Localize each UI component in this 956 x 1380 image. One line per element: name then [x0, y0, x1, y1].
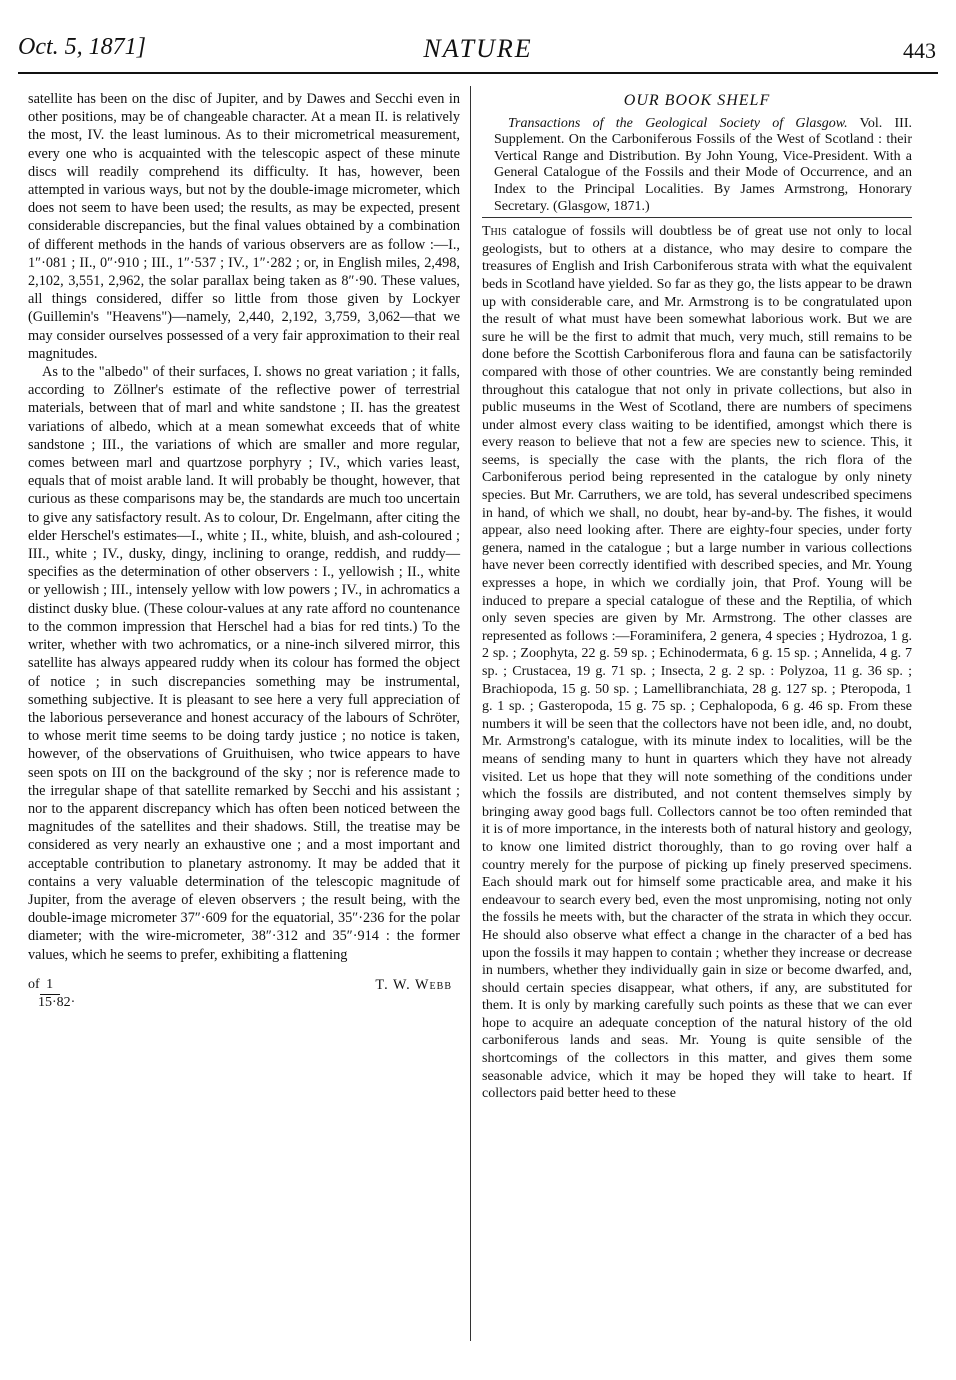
review-text: catalogue of fossils will doubtless be of great use not only to local geologists, but to others at a distance, who may desire to compare the treasures of English and Irish Carboniferous strata with what the equivalent beds in Scotland have yielded. So far as they go, the lists appear to be drawn up with considerable care, and Mr. Armstrong is to be congratulated upon the result of what must have been somewhat laborious work. But we are sure he will be the first to admit that much, very much, still remains to be done before the Scottish Carboniferous flora and fauna can be satisfactorily compared with those of other countries. We are constantly being reminded throughout this catalogue that not only in private collections, but also in public museums in the West of Scotland, there are numbers of specimens under almost every class waiting to be identified, amongst which there is every reason to believe that not a few are species new to science. This, it seems, is specially the case with the plants, the rich flora of the Carboniferous period being represented in the catalogue by only ninety species. But Mr. Carruthers, we are told, has several undescribed specimens in hand, of which we shall, no doubt, hear by-and-by. The fishes, it would appear, also need looking after. There are eighty-four species, under forty genera, named in the catalogue ; but a large number in various collections have never been correctly identified with described species, and Mr. Young expresses a hope, in which we cordially join, that Prof. Young will be induced to prepare a special catalogue of these and the Reptilia, of which only seven species are given by Mr. Armstrong. The other classes are represented as follows :—Foraminifera, 2 genera, 4 species ; Hydrozoa, 1 g. 2 sp. ; Zoophyta, 22 g. 59 sp. ; Echinodermata, 6 g. 15 sp. ; Annelida, 4 g. 7 sp. ; Crustacea, 19 g. 71 sp. ; Insecta, 2 g. 2 sp. : Polyzoa, 11 g. 36 sp. ; Brachiopoda, 15 g. 50 sp. ; Lamellibranchiata, 28 g. 127 sp. ; Pteropoda, 1 g. 1 sp. ; Gasteropoda, 15 g. 75 sp. ; Cephalopoda, 6 g. 46 sp. From these numbers it will be seen that the collectors have not been idle, and, no doubt, Mr. Armstrong's catalogue, with its minute index to localities, will be the means of sending many to hunt in quarters which they have not already visited. Let us hope that they will note something of the conditions under which the fossils are distributed, and not content themselves simply by bringing away good bags full. Collectors cannot be too often reminded that it is of more importance, in the interests both of natural history and geology, to know one limited district thoroughly, than to go roving over half a country merely for the purpose of picking up finely preserved specimens. Each should mark out for himself some practicable area, and make it his endeavour to search every bed, even the most unpromising, noting not only the fossils he meets with, but the character of the strata in which they occur. He should also observe what effect a change in the character of a bed has upon the fossils it may happen to contain ; whether they increase or decrease in numbers, whether they individually gain in size or become dwarfed, and, should certain species disappear, what others, if any, are substituted for them. It is only by marking carefully such points as these that we can ever hope to acquire an adequate conception of the natural history of the old carboniferous lands and seas. Mr. Young is quite sensible of the shortcomings of the collectors in this matter, and gives them some seasonable advice, which it may be hoped they will take to heart. If collectors paid better heed to these	[482, 224, 912, 1102]
book-rule	[482, 217, 912, 218]
journal-title: NATURE	[423, 34, 533, 63]
flattening-fraction	[28, 976, 76, 1010]
section-title: OUR BOOK SHELF	[623, 92, 771, 109]
page-header	[0, 0, 956, 70]
left-paragraph-1: satellite has been on the disc of Jupiter, and by Dawes and Secchi even in other positions, may be of changeable character. At a mean II. is relatively the most, IV. the least luminous. As to their micrometrical measurement, every one who is acquainted with the telescopic aspect of these minute discs will readily comprehend its difficulty. It has, however, been attempted in various ways, but not by the double-image micrometer, which does not seem to have been used; the results, as may be expected, present considerable discrepancies, but the final values obtained by a combination of different methods in the hands of various observers are as follow :—I., 1″·081 ; II., 0″·910 ; III., 1″·537 ; IV., 1″·282 ; or, in English miles, 2,498, 2,102, 3,551, 2,962, the solar parallax being taken as 8″·90. These values, all things considered, differ so little from those given by Lockyer (Guillemin's "Heavens")—namely, 2,440, 2,192, 3,759, 3,062—that we may consider ourselves possessed of a very fair approximation to their real magnitudes.	[28, 91, 460, 362]
author-signature: T. W. Webb	[375, 976, 452, 993]
left-paragraph-2: As to the "albedo" of their surfaces, I. shows no great variation ; it falls, according to Zöllner's estimate of the reflective power of terrestrial materials, between that of marl and white sandstone ; II. has the greatest variations of albedo, which at a mean somewhat exceeds that of white sandstone ; III., the variations of which are smaller and more regular, comes between marl and quartzose porphyry ; IV., which varies least, equals that of moist arable land. It will probably be thought, however, that curious as these comparisons may be, the standards are much too uncertain to give any satisfactory result. As to colour, Dr. Engelmann, after citing the elder Herschel's estimates—I., white ; II., white, bluish, and ash-coloured ; III., white ; IV., dusky, dingy, inclining to orange, reddish, and ruddy—specifies as the determination of other observers : I., yellowish ; II., white or yellowish ; III., intensely yellow with low powers ; IV., in achromatics a distinct dusky blue. (These colour-values at any rate afford no countenance to the common impression that Herschel had a bias for red tints.) To the writer, whether with two achromatics, or a nine-inch silvered mirror, this satellite has always appeared ruddy when its colour has formed the object of notice ; in such discrepancies something may be instrumental, something subjective. It is pleasant to see here a very full appreciation of the laborious perseverance and honest accuracy of the labours of Schröter, to whose merit time seems to be doing tardy justice ; no notice is taken, however, of the observations of Gruithuisen, who twice appears to have seen spots on III on the background of the sky ; nor is reference made to the irregular shape of that satellite remarked by Secchi and his assistant ; nor to the apparent discrepancy which has often been noticed between the magnitudes of the satellites and their shadows. Still, the treatise may be considered as very nearly an exhaustive one ; and a most important and acceptable contribution to planetary astronomy. It may be added that it contains a very valuable determination of the telescopic magnitude of Jupiter, from the average of eleven observers ; the result being, with the double-image micrometer 37″·609 for the equatorial, 35″·236 for the polar diameter; with the wire-micrometer, 38″·312 and 35″·914 : the former values, which he seems to prefer, exhibiting a flattening	[28, 364, 460, 963]
header-rule	[18, 72, 938, 74]
page-number: 443	[903, 38, 936, 63]
book-details: Vol. III. Supplement. On the Carboniferous Fossils of the West of Scotland : their Vertical Range and Distribution. By John Young, Vice-President. With a General Catalogue of the Fossils and their Mode of Occurrence, and an Index to the Principal Localities. By James Armstrong, Honorary Secretary. (Glasgow, 1871.)	[494, 115, 913, 214]
review-body	[482, 223, 912, 1103]
left-column	[28, 90, 460, 1014]
book-journal: Transactions of the Geological Society of Glasgow.	[508, 115, 848, 131]
fraction-denominator: 15·82·	[38, 994, 76, 1010]
fraction-numerator: 1	[40, 976, 60, 995]
issue-date: Oct. 5, 1871]	[18, 34, 146, 60]
signature-row	[28, 976, 460, 1014]
review-lead-word: This	[482, 224, 507, 240]
fraction-prefix: of	[28, 976, 40, 992]
right-column	[482, 90, 912, 1103]
book-reference	[482, 116, 912, 216]
column-divider	[470, 86, 471, 1341]
